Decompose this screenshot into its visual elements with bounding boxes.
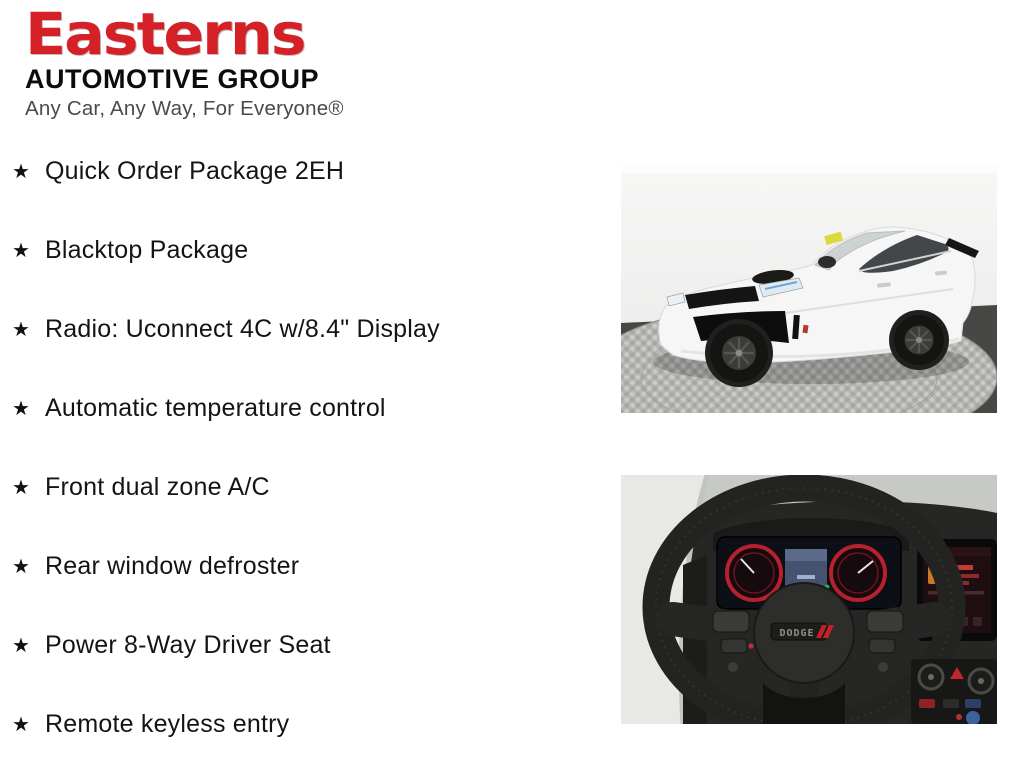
feature-label: Power 8-Way Driver Seat bbox=[45, 631, 331, 659]
feature-item bbox=[12, 211, 602, 290]
exterior-photo-svg bbox=[621, 165, 997, 413]
dealer-logo bbox=[25, 0, 385, 120]
front-wheel bbox=[705, 319, 773, 387]
feature-label: Rear window defroster bbox=[45, 552, 300, 580]
feature-item bbox=[12, 290, 602, 369]
rear-wheel bbox=[889, 310, 949, 370]
feature-item bbox=[12, 685, 602, 764]
feature-list bbox=[12, 132, 602, 764]
star-icon: ★ bbox=[12, 319, 30, 341]
feature-label: Radio: Uconnect 4C w/8.4" Display bbox=[45, 315, 440, 343]
feature-label: Blacktop Package bbox=[45, 236, 249, 264]
star-icon: ★ bbox=[12, 398, 30, 420]
interior-photo bbox=[621, 475, 997, 724]
dodge-badge-text: DODGE bbox=[779, 628, 815, 639]
star-icon: ★ bbox=[12, 714, 30, 736]
feature-label: Front dual zone A/C bbox=[45, 473, 270, 501]
side-mirror bbox=[818, 256, 836, 268]
feature-item bbox=[12, 527, 602, 606]
feature-label: Remote keyless entry bbox=[45, 710, 290, 738]
star-icon: ★ bbox=[12, 635, 30, 657]
feature-item bbox=[12, 606, 602, 685]
voice-button bbox=[748, 643, 753, 648]
logo-tagline: Any Car, Any Way, For Everyone® bbox=[25, 97, 344, 120]
logo-title: Easterns bbox=[25, 0, 305, 68]
exterior-photo bbox=[621, 165, 997, 413]
feature-item bbox=[12, 448, 602, 527]
star-icon: ★ bbox=[12, 556, 30, 578]
climate-controls bbox=[911, 659, 997, 724]
feature-item bbox=[12, 369, 602, 448]
feature-item bbox=[12, 132, 602, 211]
star-icon: ★ bbox=[12, 477, 30, 499]
feature-label: Automatic temperature control bbox=[45, 394, 386, 422]
interior-photo-svg bbox=[621, 475, 997, 724]
feature-label: Quick Order Package 2EH bbox=[45, 157, 345, 185]
logo-subtitle: AUTOMOTIVE GROUP bbox=[25, 64, 320, 94]
star-icon: ★ bbox=[12, 161, 30, 183]
star-icon: ★ bbox=[12, 240, 30, 262]
